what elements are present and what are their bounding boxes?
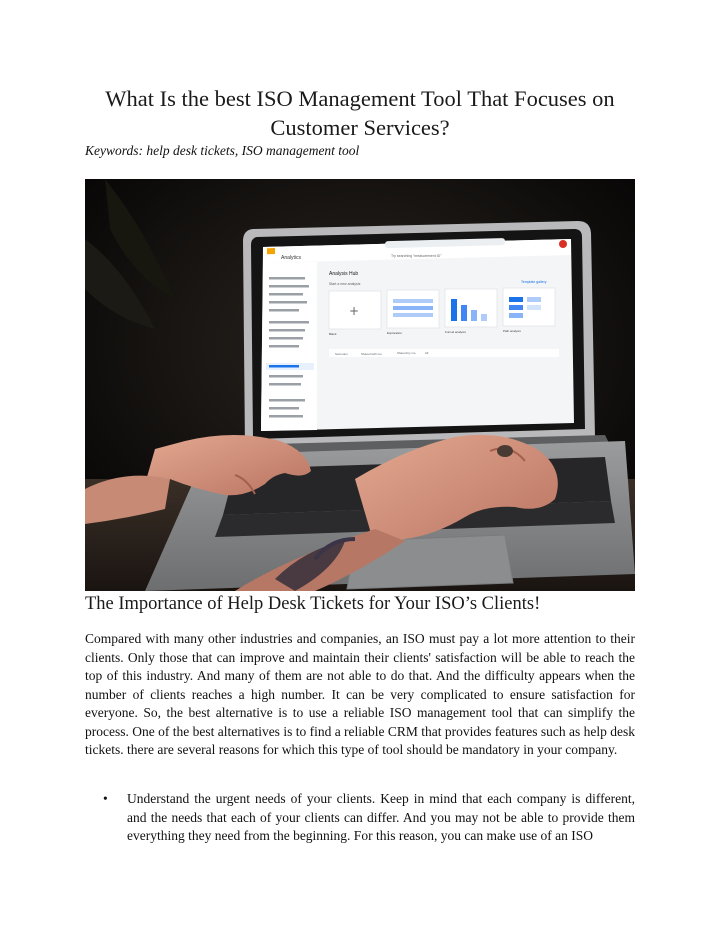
screen-tab: Shared by me [397,351,416,355]
screen-template-link: Template gallery [521,280,547,284]
bullet-icon: • [103,791,108,806]
bullet-item [85,790,635,846]
screen-card-label: Exploration [387,331,403,335]
document-title: What Is the best ISO Management Tool That Focuses on Customer Services? [105,86,615,140]
bullet-text: Understand the urgent needs of your clients. Keep in mind that each company is different, and the needs that each of your clients can differ. And you may not be able to provide them everything they need from the beginning. For this reason, you can make use of an ISO [127,791,635,843]
section-heading: The Importance of Help Desk Tickets for Your ISO’s Clients! [85,594,541,614]
laptop-photo [85,179,635,591]
screen-tab: Shared with me [361,352,382,356]
screen-card-label: Funnel analysis [445,330,466,334]
screen-card-label: Blank [329,332,337,336]
screen-section-label: Start a new analysis [329,282,361,286]
screen-app-name: Analytics [281,255,302,261]
screen-avatar [559,240,567,248]
screen-tab: All [425,351,429,355]
screen-search-placeholder: Try searching "measurement ID" [391,254,442,258]
screen-tab: Summary [335,352,348,356]
screen-card-label: Path analysis [503,329,521,333]
body-paragraph: Compared with many other industries and companies, an ISO must pay a lot more attention to their clients. Only those that can improve and maintain their clients' satisfaction will be able to reach the top of this industry. And many of them are not able to do that. And the difficulty appears when the number of clients reaches a high number. It can be very complicated to ensure satisfaction for everyone. So, the best alternative is to use a reliable ISO management tool that can simplify the process. One of the best alternatives is to find a reliable CRM that provides features such as help desk tickets. there are several reasons for which this type of tool should be mandatory in your company. [85,631,635,757]
laptop-screen [261,238,574,431]
finger-tattoo [497,445,513,457]
keywords-line: Keywords: help desk tickets, ISO management tool [85,143,360,158]
plus-icon: + [349,304,360,318]
laptop-illustration [85,179,635,591]
bullet-list [85,790,635,846]
screen-page-title: Analysis Hub [329,271,359,277]
